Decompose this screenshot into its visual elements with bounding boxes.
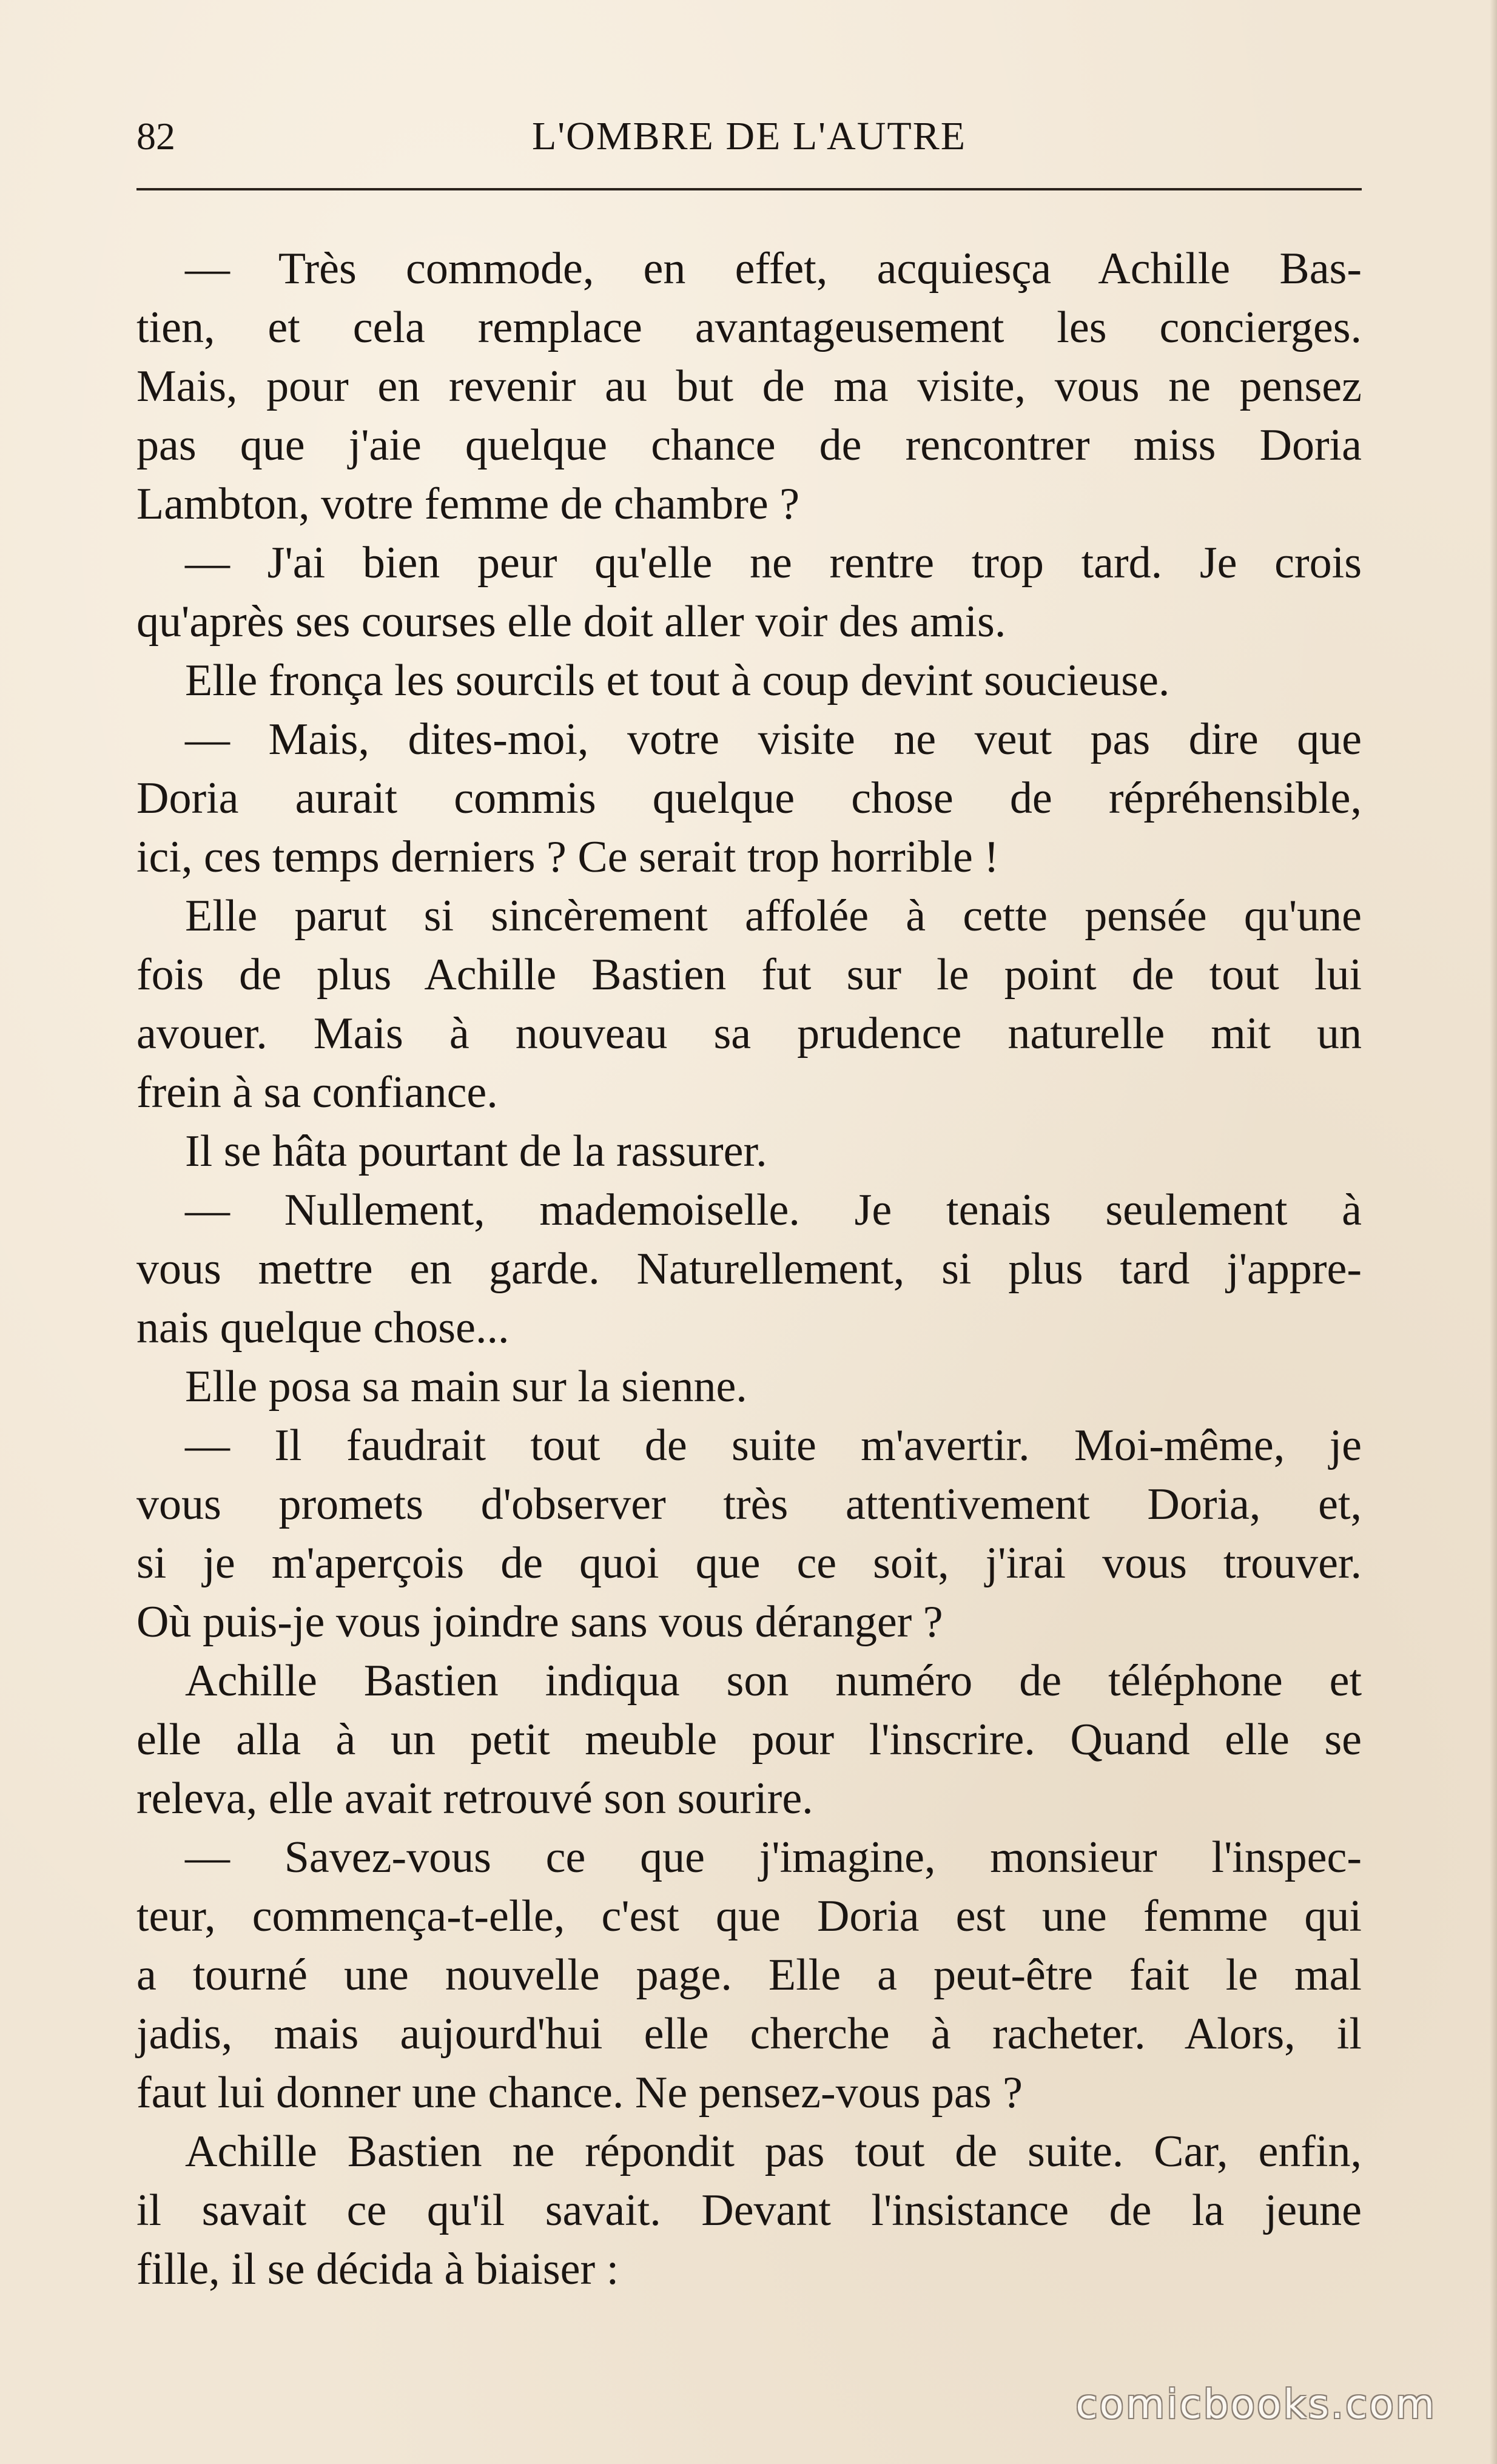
text-line: il savait ce qu'il savait. Devant l'insistance de la jeune: [136, 2186, 1362, 2235]
text-line: frein à sa confiance.: [136, 1068, 498, 1117]
text-line: Elle posa sa main sur la sienne.: [185, 1362, 747, 1412]
text-line: Elle parut si sincèrement affolée à cette pensée qu'une: [185, 891, 1362, 941]
text-line: Mais, pour en revenir au but de ma visite, vous ne pensez: [136, 362, 1362, 411]
text-line: vous promets d'observer très attentivement Doria, et,: [136, 1479, 1362, 1529]
text-line: — Savez-vous ce que j'imagine, monsieur l'inspec-: [185, 1833, 1362, 1882]
text-line: Lambton, votre femme de chambre ?: [136, 479, 800, 529]
text-line: ici, ces temps derniers ? Ce serait trop horrible !: [136, 832, 999, 882]
text-line: — J'ai bien peur qu'elle ne rentre trop tard. Je crois: [185, 538, 1362, 588]
text-line: vous mettre en garde. Naturellement, si plus tard j'appre-: [136, 1244, 1362, 1294]
page-header: [136, 112, 1362, 161]
watermark: comicbooks.com: [1075, 2381, 1436, 2428]
text-line: teur, commença-t-elle, c'est que Doria est une femme qui: [136, 1891, 1362, 1941]
text-line: tien, et cela remplace avantageusement les concierges.: [136, 303, 1362, 352]
text-line: faut lui donner une chance. Ne pensez-vous pas ?: [136, 2068, 1023, 2118]
text-line: Achille Bastien ne répondit pas tout de suite. Car, enfin,: [185, 2127, 1362, 2176]
text-line: nais quelque chose...: [136, 1303, 510, 1353]
text-line: jadis, mais aujourd'hui elle cherche à racheter. Alors, il: [136, 2009, 1362, 2059]
text-line: — Nullement, mademoiselle. Je tenais seulement à: [185, 1185, 1362, 1235]
text-line: fois de plus Achille Bastien fut sur le point de tout lui: [136, 950, 1362, 1000]
text-line: — Très commode, en effet, acquiesça Achille Bas-: [185, 244, 1362, 294]
body-text: [136, 240, 1362, 2299]
text-line: qu'après ses courses elle doit aller voir des amis.: [136, 597, 1006, 647]
text-line: releva, elle avait retrouvé son sourire.: [136, 1774, 813, 1823]
text-line: avouer. Mais à nouveau sa prudence naturelle mit un: [136, 1009, 1362, 1059]
header-rule: [136, 188, 1362, 190]
text-line: — Il faudrait tout de suite m'avertir. Moi-même, je: [185, 1421, 1362, 1470]
text-line: Où puis-je vous joindre sans vous déranger ?: [136, 1597, 943, 1647]
page-number: 82: [136, 115, 175, 158]
text-line: — Mais, dites-moi, votre visite ne veut pas dire que: [185, 715, 1362, 764]
text-line: Doria aurait commis quelque chose de répréhensible,: [136, 773, 1362, 823]
text-line: pas que j'aie quelque chance de rencontrer miss Doria: [136, 420, 1362, 470]
text-line: Il se hâta pourtant de la rassurer.: [185, 1126, 767, 1176]
page-edge-shadow: [1490, 0, 1497, 2464]
text-line: a tourné une nouvelle page. Elle a peut-être fait le mal: [136, 1950, 1362, 2000]
text-line: elle alla à un petit meuble pour l'inscrire. Quand elle se: [136, 1715, 1362, 1765]
text-line: fille, il se décida à biaiser :: [136, 2244, 619, 2294]
text-line: Achille Bastien indiqua son numéro de téléphone et: [185, 1656, 1362, 1706]
text-line: Elle fronça les sourcils et tout à coup devint soucieuse.: [185, 656, 1170, 705]
running-title: L'OMBRE DE L'AUTRE: [531, 114, 967, 158]
text-line: si je m'aperçois de quoi que ce soit, j'irai vous trouver.: [136, 1538, 1362, 1588]
